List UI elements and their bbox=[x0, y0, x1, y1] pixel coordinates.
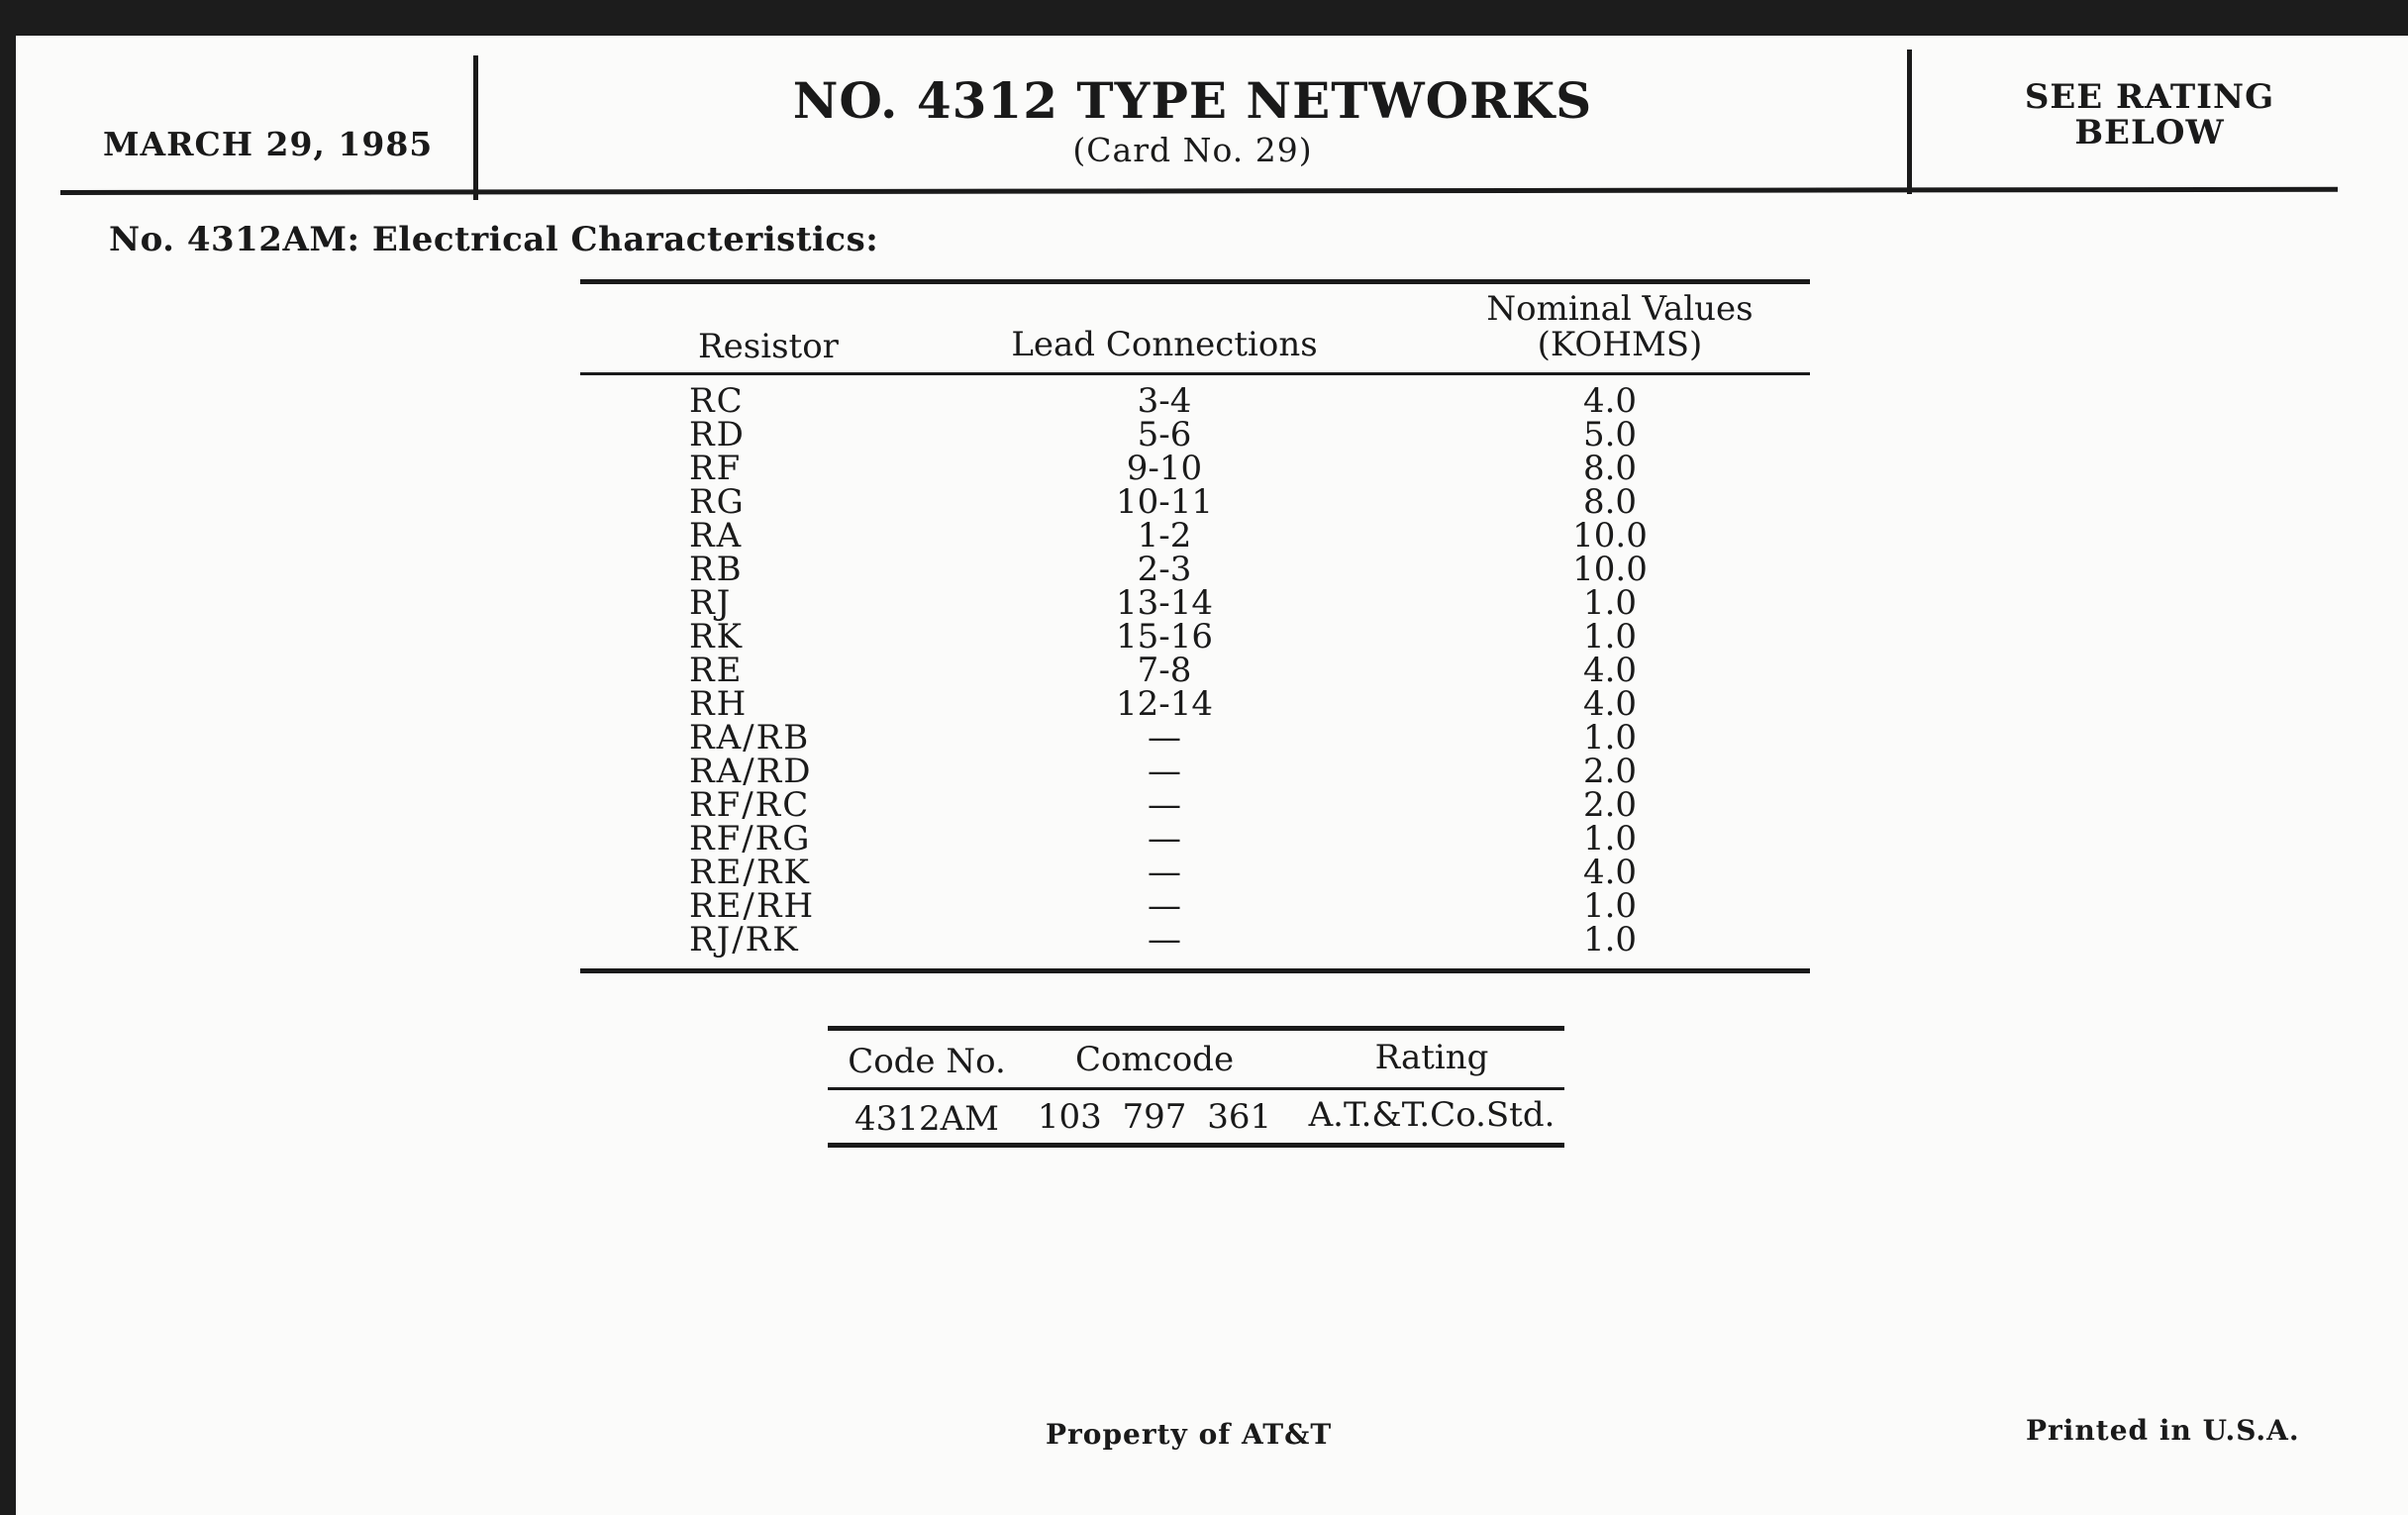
value-cell: 8.0 bbox=[1582, 449, 1638, 488]
value-cell: 1.0 bbox=[1582, 718, 1638, 758]
table-row bbox=[16, 819, 2408, 858]
table-row bbox=[16, 853, 2408, 892]
lead-cell: — bbox=[1148, 886, 1181, 926]
resistor-cell: RA/RD bbox=[689, 752, 813, 791]
table-row bbox=[16, 415, 2408, 454]
value-cell: 1.0 bbox=[1582, 617, 1638, 656]
table-row bbox=[16, 718, 2408, 758]
table-row bbox=[16, 449, 2408, 488]
table-row bbox=[16, 516, 2408, 556]
card-subtitle: (Card No. 29) bbox=[1072, 131, 1313, 169]
value-cell: 1.0 bbox=[1582, 886, 1638, 926]
table-row bbox=[16, 684, 2408, 724]
section-heading: No. 4312AM: Electrical Characteristics: bbox=[109, 220, 879, 259]
resistor-cell: RJ bbox=[689, 583, 733, 623]
value-cell: 1.0 bbox=[1582, 819, 1638, 858]
value-cell: 4.0 bbox=[1582, 684, 1638, 724]
column-header-comcode: Comcode bbox=[1074, 1040, 1235, 1079]
value-cell: 1.0 bbox=[1582, 920, 1638, 960]
lead-cell: 15-16 bbox=[1115, 617, 1213, 656]
lead-cell: 7-8 bbox=[1137, 651, 1192, 690]
resistor-cell: RH bbox=[689, 684, 749, 724]
table-row bbox=[16, 550, 2408, 589]
resistor-cell: RA/RB bbox=[689, 718, 811, 758]
value-cell: 10.0 bbox=[1572, 550, 1648, 589]
column-header-code-no: Code No. bbox=[848, 1042, 1006, 1081]
lead-cell: — bbox=[1148, 853, 1181, 892]
code-table-top-rule bbox=[828, 1026, 1564, 1031]
rating-note bbox=[1912, 79, 2387, 151]
property-notice: Property of AT&T bbox=[1046, 1418, 1333, 1451]
lead-cell: 13-14 bbox=[1115, 583, 1213, 623]
code-table-bottom-rule bbox=[828, 1143, 1564, 1148]
table-row bbox=[16, 482, 2408, 522]
printed-in-notice: Printed in U.S.A. bbox=[2026, 1414, 2300, 1447]
resistor-cell: RE/RH bbox=[689, 886, 816, 926]
resistor-cell: RK bbox=[689, 617, 744, 656]
code-table-header-rule bbox=[828, 1087, 1564, 1090]
lead-cell: 3-4 bbox=[1137, 381, 1192, 421]
column-header-lead-connections: Lead Connections bbox=[1011, 325, 1318, 364]
lead-cell: — bbox=[1148, 718, 1181, 758]
column-header-nominal-values bbox=[1432, 291, 1808, 362]
table-row bbox=[16, 617, 2408, 656]
resistor-cell: RE bbox=[689, 651, 744, 690]
lead-cell: 5-6 bbox=[1137, 415, 1192, 454]
value-cell: 2.0 bbox=[1582, 752, 1638, 791]
table-top-rule bbox=[580, 279, 1810, 284]
resistor-cell: RC bbox=[689, 381, 745, 421]
value-cell: 4.0 bbox=[1582, 651, 1638, 690]
resistor-cell: RA bbox=[689, 516, 744, 556]
table-row bbox=[16, 651, 2408, 690]
lead-cell: 9-10 bbox=[1126, 449, 1203, 488]
resistor-cell: RF/RG bbox=[689, 819, 812, 858]
value-cell: 2.0 bbox=[1582, 785, 1638, 825]
table-row bbox=[16, 752, 2408, 791]
data-card bbox=[16, 36, 2408, 1515]
value-cell: 4.0 bbox=[1582, 853, 1638, 892]
table-row bbox=[16, 886, 2408, 926]
lead-cell: 2-3 bbox=[1137, 550, 1192, 589]
resistor-cell: RG bbox=[689, 482, 746, 522]
table-row bbox=[16, 785, 2408, 825]
table-row bbox=[16, 381, 2408, 421]
lead-cell: — bbox=[1148, 819, 1181, 858]
card-date: MARCH 29, 1985 bbox=[103, 125, 434, 163]
table-row bbox=[16, 920, 2408, 960]
header-rule bbox=[60, 187, 2338, 195]
lead-cell: 12-14 bbox=[1115, 684, 1213, 724]
rating-note-line2: BELOW bbox=[2074, 113, 2225, 152]
resistor-cell: RF bbox=[689, 449, 743, 488]
resistor-cell: RD bbox=[689, 415, 746, 454]
value-cell: 4.0 bbox=[1582, 381, 1638, 421]
lead-cell: 1-2 bbox=[1137, 516, 1192, 556]
resistor-cell: RB bbox=[689, 550, 744, 589]
value-cell: 5.0 bbox=[1582, 415, 1638, 454]
card-title: NO. 4312 TYPE NETWORKS bbox=[792, 71, 1593, 130]
column-header-resistor: Resistor bbox=[698, 327, 839, 366]
table-row bbox=[16, 583, 2408, 623]
value-cell: 10.0 bbox=[1572, 516, 1648, 556]
table-bottom-rule bbox=[580, 968, 1810, 973]
value-cell: 8.0 bbox=[1582, 482, 1638, 522]
comcode-value: 103 797 361 bbox=[1037, 1097, 1272, 1137]
lead-cell: 10-11 bbox=[1115, 482, 1213, 522]
column-header-rating: Rating bbox=[1374, 1038, 1489, 1077]
lead-cell: — bbox=[1148, 785, 1181, 825]
rating-note-line1: SEE RATING bbox=[2024, 77, 2275, 117]
lead-cell: — bbox=[1148, 752, 1181, 791]
resistor-cell: RF/RC bbox=[689, 785, 811, 825]
resistor-cell: RE/RK bbox=[689, 853, 811, 892]
table-header-rule bbox=[580, 372, 1810, 375]
lead-cell: — bbox=[1148, 920, 1181, 960]
value-cell: 1.0 bbox=[1582, 583, 1638, 623]
rating-value: A.T.&T.Co.Std. bbox=[1308, 1095, 1555, 1135]
nominal-header-line2: (KOHMS) bbox=[1537, 325, 1703, 364]
nominal-header-line1: Nominal Values bbox=[1486, 289, 1754, 329]
code-no-value: 4312AM bbox=[854, 1099, 999, 1139]
resistor-cell: RJ/RK bbox=[689, 920, 800, 960]
